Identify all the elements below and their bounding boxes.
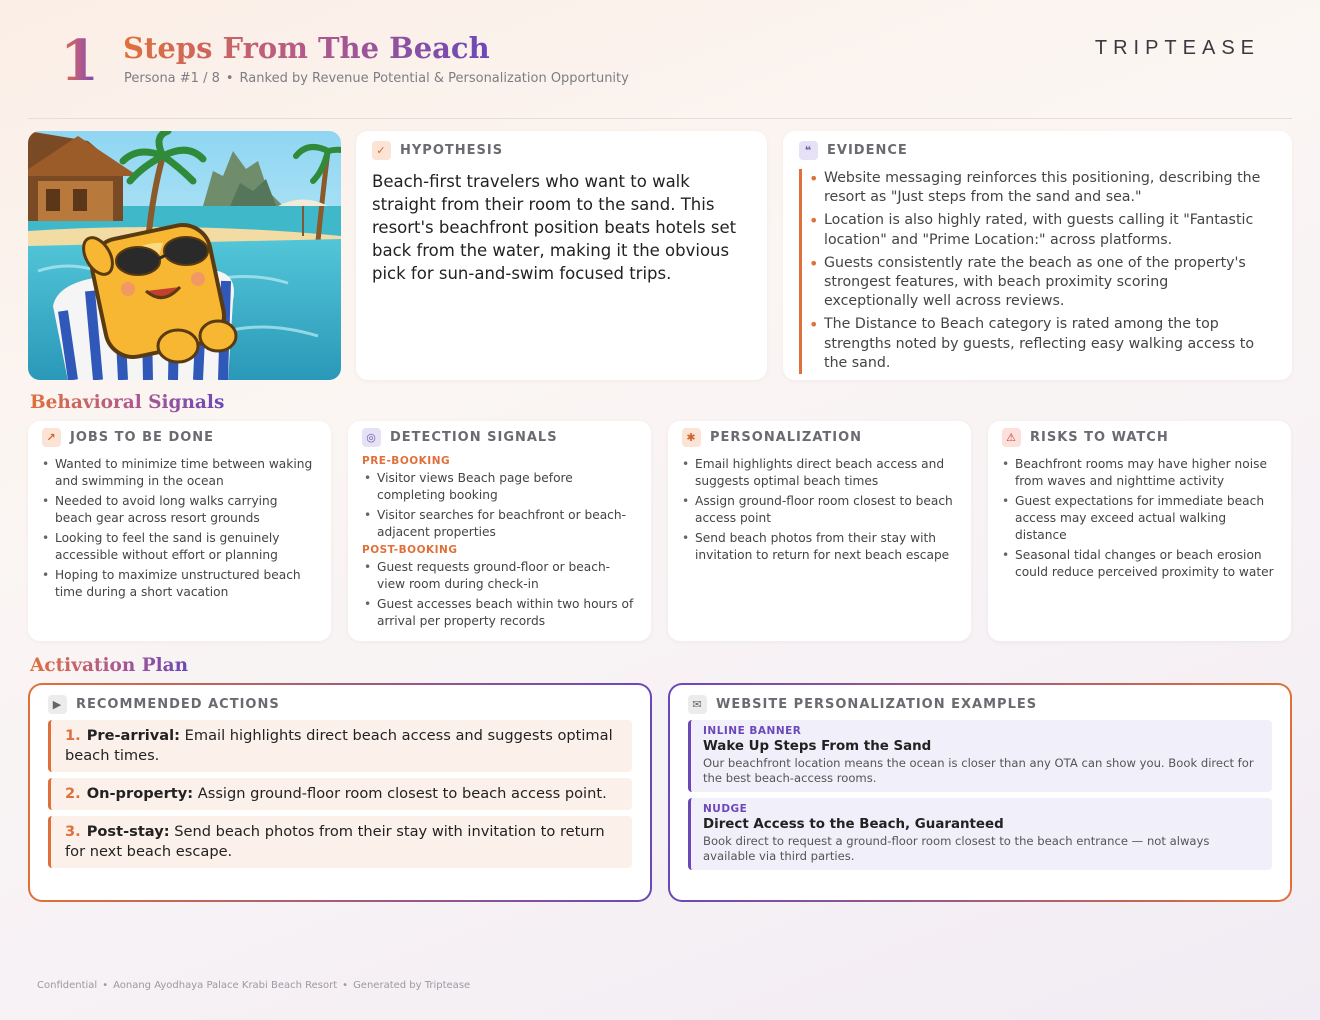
evidence-heading: EVIDENCE bbox=[827, 143, 908, 158]
separator-dot: • bbox=[225, 71, 234, 86]
jobs-header bbox=[42, 428, 317, 447]
action-item bbox=[48, 816, 632, 868]
sparkle-icon: ✱ bbox=[682, 428, 701, 447]
jobs-list bbox=[42, 456, 317, 601]
action-item bbox=[48, 778, 632, 810]
examples-header bbox=[688, 695, 1272, 714]
brand-logo: TRIPTEASE bbox=[1094, 37, 1260, 59]
action-label: On-property: bbox=[86, 785, 194, 802]
list-item: • Guest expectations for immediate beach access may exceed actual walking distance bbox=[1002, 493, 1277, 544]
action-label: Post-stay: bbox=[86, 823, 170, 840]
evidence-item: • Website messaging reinforces this positioning, describing the resort as "Just steps from the sand and sea." bbox=[824, 169, 1262, 208]
evidence-item: • Guests consistently rate the beach as one of the property's strongest features, with beach proximity scoring exceptionally well across reviews. bbox=[824, 254, 1262, 312]
evidence-card bbox=[783, 131, 1292, 380]
action-label: Pre-arrival: bbox=[86, 727, 180, 744]
website-examples-inner bbox=[670, 685, 1290, 900]
footer-generated: Generated by Triptease bbox=[353, 980, 471, 991]
example-item bbox=[688, 798, 1272, 870]
separator-dot: • bbox=[102, 980, 109, 991]
list-item: • Seasonal tidal changes or beach erosion could reduce perceived proximity to water bbox=[1002, 547, 1277, 581]
list-item: • Visitor views Beach page before completing booking bbox=[364, 470, 637, 504]
list-item: • Needed to avoid long walks carrying beach gear across resort grounds bbox=[42, 493, 317, 527]
example-body: Book direct to request a ground-floor room closest to the beach entrance — not always available via third parties. bbox=[703, 834, 1210, 863]
mail-icon: ✉ bbox=[688, 695, 707, 714]
evidence-header bbox=[799, 141, 1276, 160]
evidence-item: • The Distance to Beach category is rated among the top strengths noted by guests, reflecting easy walking access to the sand. bbox=[824, 315, 1262, 373]
hypothesis-header bbox=[372, 141, 751, 160]
actions-list bbox=[48, 720, 632, 868]
example-kind: INLINE BANNER bbox=[703, 725, 802, 737]
ranking-text: Ranked by Revenue Potential & Personalization Opportunity bbox=[239, 71, 629, 86]
example-item bbox=[688, 720, 1272, 792]
example-kind: NUDGE bbox=[703, 803, 748, 815]
evidence-body bbox=[799, 169, 1276, 374]
action-number: 3. bbox=[65, 823, 81, 840]
page-subtitle bbox=[124, 71, 629, 86]
risks-card bbox=[988, 421, 1291, 641]
hypothesis-card bbox=[356, 131, 767, 380]
warning-icon: ⚠ bbox=[1002, 428, 1021, 447]
list-item: • Assign ground-floor room closest to beach access point bbox=[682, 493, 957, 527]
list-item: • Guest requests ground-floor or beach-view room during check-in bbox=[364, 559, 637, 593]
action-number: 2. bbox=[65, 785, 81, 802]
action-text: Assign ground-floor room closest to beach access point. bbox=[193, 785, 607, 802]
footer bbox=[37, 980, 470, 991]
examples-list bbox=[688, 720, 1272, 870]
check-icon: ✓ bbox=[372, 141, 391, 160]
list-item: • Visitor searches for beachfront or beach-adjacent properties bbox=[364, 507, 637, 541]
detection-heading: DETECTION SIGNALS bbox=[390, 430, 558, 445]
detection-card bbox=[348, 421, 651, 641]
risks-header bbox=[1002, 428, 1277, 447]
action-item bbox=[48, 720, 632, 772]
pre-booking-list bbox=[362, 470, 637, 541]
eye-icon: ◎ bbox=[362, 428, 381, 447]
action-text: Send beach photos from their stay with invitation to return for next beach escape. bbox=[65, 823, 605, 860]
page-title: Steps From The Beach bbox=[123, 31, 490, 65]
evidence-item: • Location is also highly rated, with guests calling it "Fantastic location" and "Prime Location:" across platforms. bbox=[824, 211, 1262, 250]
risks-list bbox=[1002, 456, 1277, 581]
list-item: • Looking to feel the sand is genuinely accessible without effort or planning bbox=[42, 530, 317, 564]
play-icon: ▶ bbox=[48, 695, 67, 714]
website-examples-card bbox=[668, 683, 1292, 902]
actions-heading: RECOMMENDED ACTIONS bbox=[76, 697, 280, 712]
post-booking-list bbox=[362, 559, 637, 630]
detection-header bbox=[362, 428, 637, 447]
risks-heading: RISKS TO WATCH bbox=[1030, 430, 1169, 445]
persona-illustration bbox=[28, 131, 341, 380]
jobs-card bbox=[28, 421, 331, 641]
list-item: • Hoping to maximize unstructured beach time during a short vacation bbox=[42, 567, 317, 601]
behavioral-signals-title: Behavioral Signals bbox=[30, 392, 225, 413]
list-item: • Send beach photos from their stay with invitation to return for next beach escape bbox=[682, 530, 957, 564]
recommended-actions-card bbox=[28, 683, 652, 902]
hypothesis-heading: HYPOTHESIS bbox=[400, 143, 504, 158]
example-body: Our beachfront location means the ocean is closer than any OTA can show you. Book direct for the best beach-access rooms. bbox=[703, 756, 1254, 785]
actions-header bbox=[48, 695, 632, 714]
list-item: • Guest accesses beach within two hours of arrival per property records bbox=[364, 596, 637, 630]
pre-booking-label: PRE-BOOKING bbox=[362, 455, 451, 467]
post-booking-label: POST-BOOKING bbox=[362, 544, 458, 556]
action-text: Email highlights direct beach access and suggests optimal beach times. bbox=[65, 727, 613, 764]
footer-confidential: Confidential bbox=[37, 980, 98, 991]
personalization-heading: PERSONALIZATION bbox=[710, 430, 863, 445]
personalization-list bbox=[682, 456, 957, 564]
examples-heading: WEBSITE PERSONALIZATION EXAMPLES bbox=[716, 697, 1038, 712]
footer-property: Aonang Ayodhaya Palace Krabi Beach Resort bbox=[113, 980, 338, 991]
header-divider bbox=[28, 118, 1292, 119]
jobs-heading: JOBS TO BE DONE bbox=[70, 430, 215, 445]
activation-plan-title: Activation Plan bbox=[30, 655, 189, 676]
quote-icon: ❝ bbox=[799, 141, 818, 160]
personalization-card bbox=[668, 421, 971, 641]
example-headline: Direct Access to the Beach, Guaranteed bbox=[703, 817, 1004, 832]
list-item: • Wanted to minimize time between waking and swimming in the ocean bbox=[42, 456, 317, 490]
separator-dot: • bbox=[342, 980, 349, 991]
personalization-header bbox=[682, 428, 957, 447]
hypothesis-text: Beach-first travelers who want to walk straight from their room to the sand. This resort's beachfront position beats hotels set back from the water, making it the obvious pick for sun-and-swim focused trips. bbox=[372, 172, 737, 283]
persona-index: Persona #1 / 8 bbox=[124, 71, 220, 86]
list-item: • Email highlights direct beach access and suggests optimal beach times bbox=[682, 456, 957, 490]
arrow-up-right-icon: ↗ bbox=[42, 428, 61, 447]
recommended-actions-inner bbox=[30, 685, 650, 900]
action-number: 1. bbox=[65, 727, 81, 744]
list-item: • Beachfront rooms may have higher noise from waves and nighttime activity bbox=[1002, 456, 1277, 490]
example-headline: Wake Up Steps From the Sand bbox=[703, 739, 932, 754]
evidence-list bbox=[824, 169, 1262, 374]
persona-number: 1 bbox=[60, 28, 99, 94]
